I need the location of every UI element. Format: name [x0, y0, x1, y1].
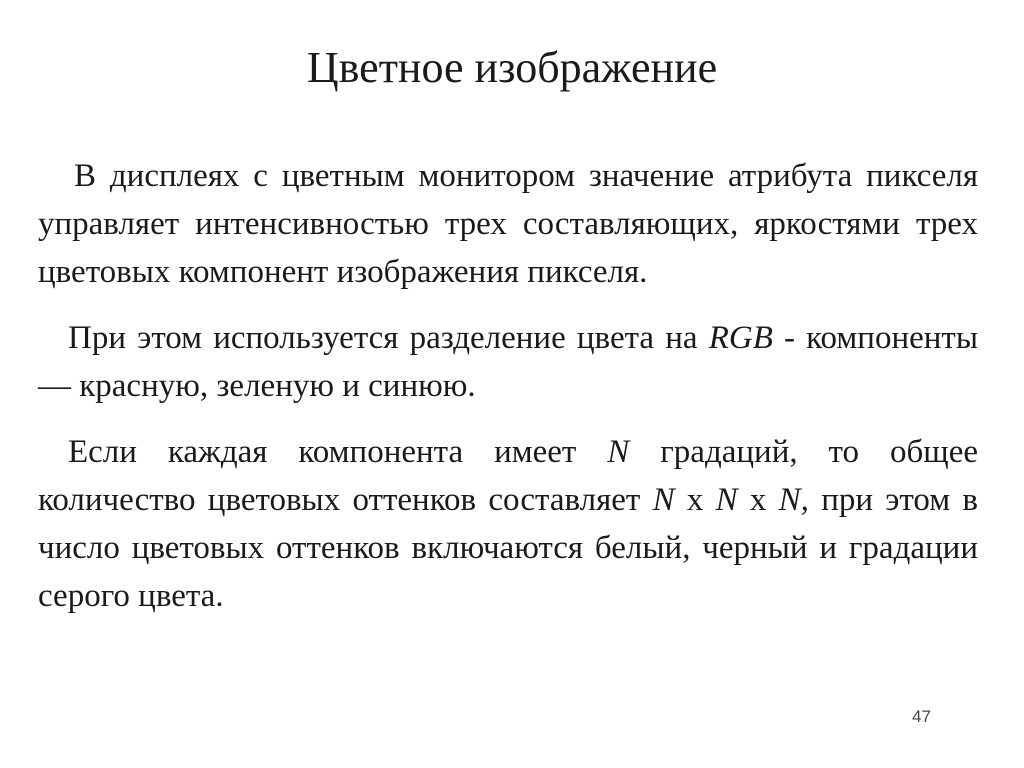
paragraph-display-attribute: В дисплеях с цветным монитором значение атрибута пикселя управляет интенсивностью трех составляющих, яркостями трех цветовых компонент изображения пикселя. [38, 158, 978, 290]
variable-n: N [715, 482, 738, 518]
paragraph-gradations [38, 428, 978, 620]
slide-body [38, 152, 978, 620]
variable-n: N [607, 434, 630, 470]
page-number: 47 [912, 707, 931, 726]
variable-n: N [652, 482, 675, 518]
paragraph-3-part-2: градаций, то общее количество цветовых оттенков составляет [38, 434, 978, 518]
variable-n: N, [778, 482, 809, 518]
paragraph-2-text-before: При этом используется разделение цвета на [68, 320, 709, 356]
paragraph-2-text-after: - компоненты — красную, зеленую и синюю. [38, 320, 979, 404]
multiplication-sign: х [737, 482, 779, 518]
multiplication-sign: х [674, 482, 716, 518]
rgb-term: RGB [708, 320, 773, 356]
paragraph-rgb-separation [38, 314, 978, 410]
paragraph-3-part-1: Если каждая компонента имеет [68, 434, 608, 470]
slide-title: Цветное изображение [306, 43, 718, 92]
paragraph-3-part-3: при этом в число цветовых оттенков включаются белый, черный и градации серого цвета. [38, 482, 979, 614]
